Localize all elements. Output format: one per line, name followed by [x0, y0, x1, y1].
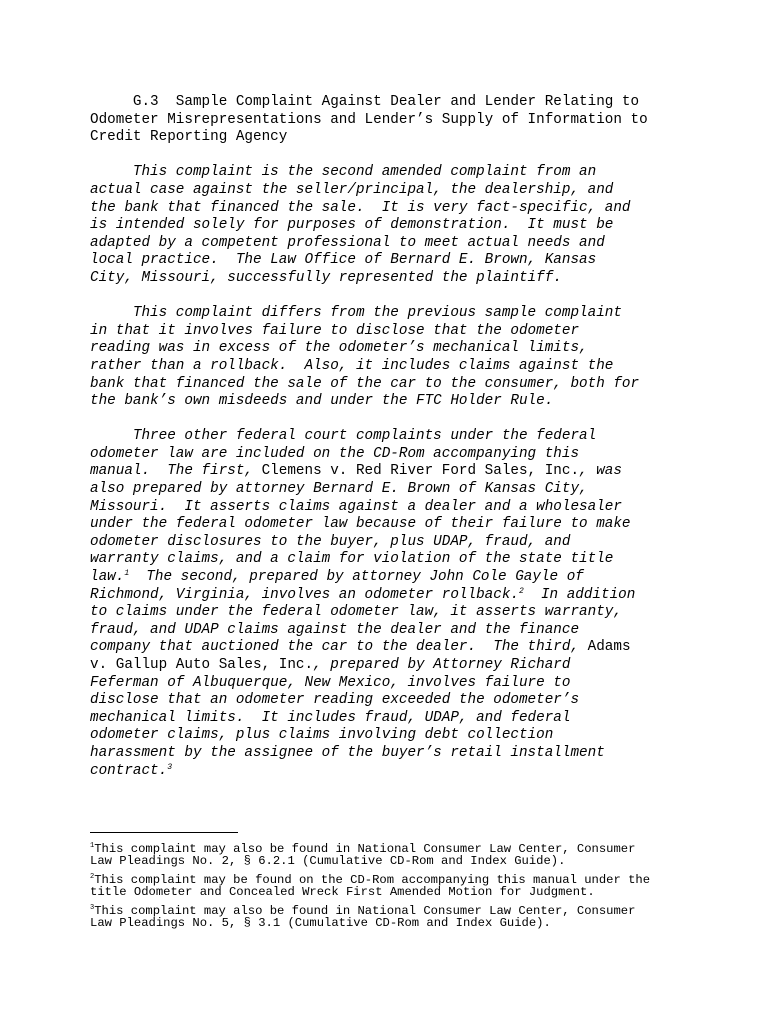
paragraph-line: harassment by the assignee of the buyer’s retail installment	[90, 744, 605, 761]
footnote-2	[90, 870, 690, 901]
footnote-number: 2	[90, 872, 95, 881]
paragraph-line: odometer law are included on the CD-Rom accompanying this	[90, 445, 580, 462]
paragraph-line: odometer disclosures to the buyer, plus UDAP, fraud, and	[90, 533, 571, 550]
paragraph-line: This complaint is the second amended complaint from an	[90, 164, 597, 181]
document-page	[90, 94, 690, 798]
text-run: company that auctioned the car to the dealer. The third,	[90, 639, 588, 656]
paragraph-line: This complaint differs from the previous sample complaint	[90, 305, 622, 322]
heading-line: Odometer Misrepresentations and Lender’s Supply of Information to	[90, 111, 648, 128]
other-complaints-paragraph	[90, 428, 690, 780]
paragraph-line: fraud, and UDAP claims against the dealer and the finance	[90, 621, 580, 638]
footnote-text: This complaint may also be found in National Consumer Law Center, Consumer	[94, 903, 636, 918]
paragraph-line: rather than a rollback. Also, it includes claims against the	[90, 357, 614, 374]
footnote-3	[90, 901, 690, 932]
paragraph-line: to claims under the federal odometer law, it asserts warranty,	[90, 604, 622, 621]
heading-line: Credit Reporting Agency	[90, 129, 288, 146]
paragraph-line: the bank’s own misdeeds and under the FTC Holder Rule.	[90, 393, 554, 410]
paragraph-line	[90, 639, 690, 657]
paragraph-line	[90, 763, 690, 781]
paragraph-line	[90, 569, 690, 587]
case-name: Adams	[587, 639, 631, 656]
footnote-line: title Odometer and Concealed Wreck First Amended Motion for Judgment.	[90, 885, 595, 900]
text-run: , was	[579, 463, 622, 480]
paragraph-line	[90, 657, 690, 675]
footnote-1	[90, 839, 690, 870]
heading-line: G.3 Sample Complaint Against Dealer and Lender Relating to	[90, 94, 640, 110]
case-name: Clemens v. Red River Ford Sales, Inc.	[261, 463, 580, 480]
text-run: law.	[90, 569, 125, 586]
paragraph-line: odometer claims, plus claims involving debt collection	[90, 727, 554, 744]
footnote-line	[90, 901, 690, 916]
intro-paragraph	[90, 164, 690, 287]
paragraph-line: under the federal odometer law because of their failure to make	[90, 516, 631, 533]
footnote-line	[90, 839, 690, 854]
footnote-number: 1	[90, 842, 95, 850]
paragraph-line: adapted by a competent professional to meet actual needs and	[90, 234, 605, 251]
paragraph-line: bank that financed the sale of the car to the consumer, both for	[90, 375, 640, 392]
paragraph-line: Feferman of Albuquerque, New Mexico, involves failure to	[90, 674, 571, 691]
footnote-separator	[90, 832, 238, 833]
text-run: Richmond, Virginia, involves an odometer rollback.	[90, 586, 519, 603]
text-run: The second, prepared by attorney John Cole Gayle of	[129, 569, 584, 586]
paragraph-line: local practice. The Law Office of Bernard E. Brown, Kansas	[90, 252, 597, 269]
section-heading	[90, 94, 690, 147]
paragraph-line: mechanical limits. It includes fraud, UDAP, and federal	[90, 709, 571, 726]
paragraph-line: disclose that an odometer reading exceeded the odometer’s	[90, 692, 580, 709]
paragraph-line: also prepared by attorney Bernard E. Brown of Kansas City,	[90, 481, 588, 498]
footnote-line: Law Pleadings No. 5, § 3.1 (Cumulative CD-Rom and Index Guide).	[90, 915, 551, 930]
footnote-line: Law Pleadings No. 2, § 6.2.1 (Cumulative CD-Rom and Index Guide).	[90, 854, 566, 869]
paragraph-line	[90, 463, 690, 481]
paragraph-line: is intended solely for purposes of demonstration. It must be	[90, 217, 614, 234]
paragraph-line: reading was in excess of the odometer’s mechanical limits,	[90, 340, 588, 357]
text-run: contract.	[90, 762, 168, 779]
text-run: In addition	[523, 586, 636, 603]
paragraph-line: the bank that financed the sale. It is very fact-specific, and	[90, 199, 631, 216]
paragraph-line: in that it involves failure to disclose that the odometer	[90, 322, 580, 339]
paragraph-line	[90, 587, 690, 605]
footnote-line	[90, 870, 690, 885]
differences-paragraph	[90, 305, 690, 411]
footnote-text: This complaint may also be found in National Consumer Law Center, Consumer	[94, 842, 636, 856]
case-name: v. Gallup Auto Sales, Inc.	[90, 657, 314, 673]
paragraph-line: City, Missouri, successfully represented the plaintiff.	[90, 269, 562, 286]
footnote-number: 3	[90, 903, 95, 912]
footnote-ref-3[interactable]: 3	[167, 762, 173, 772]
paragraph-line: warranty claims, and a claim for violation of the state title	[90, 551, 614, 568]
paragraph-line: Missouri. It asserts claims against a dealer and a wholesaler	[90, 498, 622, 515]
paragraph-line: actual case against the seller/principal, the dealership, and	[90, 181, 614, 198]
footnote-text: This complaint may be found on the CD-Rom accompanying this manual under the	[94, 872, 651, 887]
footnote-ref-1[interactable]: 1	[124, 569, 130, 579]
footnote-ref-2[interactable]: 2	[518, 586, 524, 596]
paragraph-line: Three other federal court complaints under the federal	[90, 428, 597, 445]
text-run: manual. The first,	[90, 463, 262, 480]
footnotes	[90, 832, 690, 931]
text-run: , prepared by Attorney Richard	[313, 657, 571, 673]
